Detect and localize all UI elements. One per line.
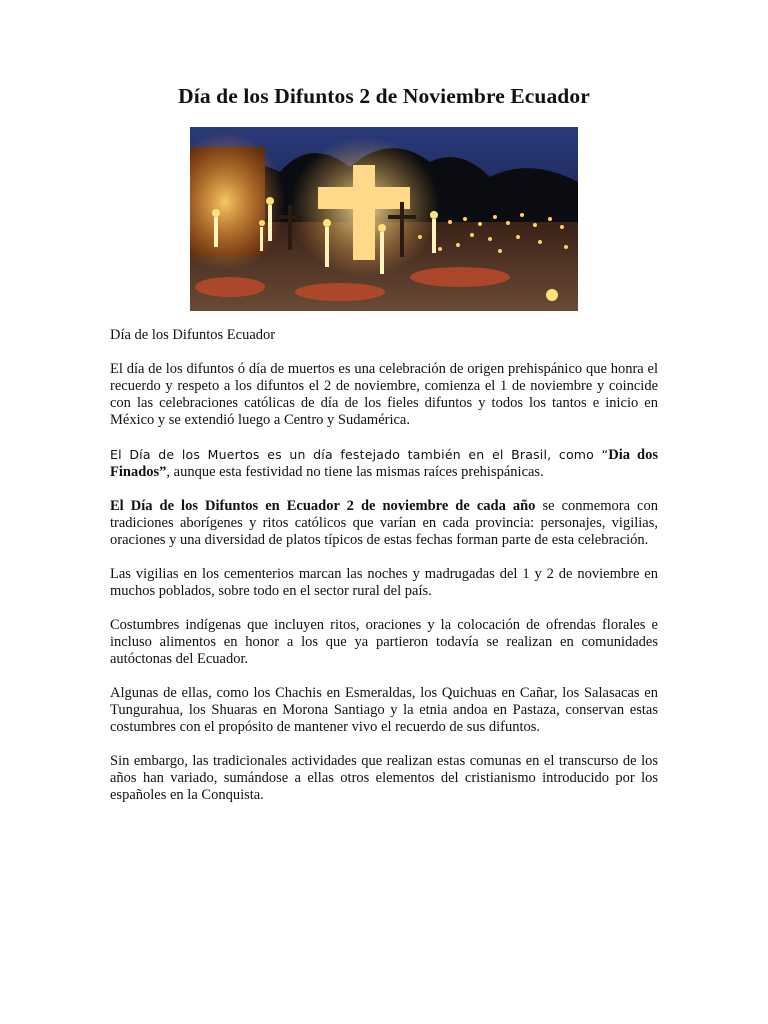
paragraph-1: El día de los difuntos ó día de muertos es una celebración de origen prehispánico que honra el recuerdo y respeto a los difuntos el 2 de noviembre, comienza el 1 de noviembre y coincide con las celebraciones católicas de día de los fieles difuntos y todos los tantos e inicio en México y se extendió luego a Centro y Sudamérica. xyxy=(110,361,658,428)
paragraph-2 xyxy=(110,446,658,481)
paragraph-3-rest: se conmemora con tradiciones aborígenes y ritos católicos que varían en cada provincia: personajes, vigilias, oraciones y una diversidad de platos típicos de estas fechas forman parte de esta celebración. xyxy=(110,498,658,548)
paragraph-2-bold: Dia dos Finados” xyxy=(110,447,658,480)
paragraph-3-bold: El Día de los Difuntos en Ecuador 2 de noviembre de cada año xyxy=(110,498,536,514)
paragraph-6: Algunas de ellas, como los Chachis en Esmeraldas, los Quichuas en Cañar, los Salasacas en Tungurahua, los Shuaras en Morona Santiago y la etnia andoa en Pastaza, conservan estas costumbres con el propósito de mantener vivo el recuerdo de sus difuntos. xyxy=(110,685,658,735)
paragraph-5: Costumbres indígenas que incluyen ritos, oraciones y la colocación de ofrendas florales e incluso alimentos en honor a los que ya partieron todavía se realizan en comunidades autóctonas del Ecuador. xyxy=(110,617,658,667)
section-subtitle: Día de los Difuntos Ecuador xyxy=(110,327,276,343)
cemetery-candles-photo xyxy=(190,127,578,311)
paragraph-2-rest: , aunque esta festividad no tiene las mismas raíces prehispánicas. xyxy=(166,464,544,480)
paragraph-4: Las vigilias en los cementerios marcan las noches y madrugadas del 1 y 2 de noviembre en muchos poblados, sobre todo en el sector rural del país. xyxy=(110,566,658,599)
document-title: Día de los Difuntos 2 de Noviembre Ecuador xyxy=(178,84,590,108)
paragraph-2-lead: El Día de los Muertos es un día festejado también en el Brasil, como “ xyxy=(110,447,609,462)
document-body xyxy=(110,327,658,821)
paragraph-7: Sin embargo, las tradicionales actividades que realizan estas comunas en el transcurso de los años han variado, sumándose a ellas otros elementos del cristianismo introducido por los españoles en la Conquista. xyxy=(110,753,658,803)
paragraph-3 xyxy=(110,498,658,549)
